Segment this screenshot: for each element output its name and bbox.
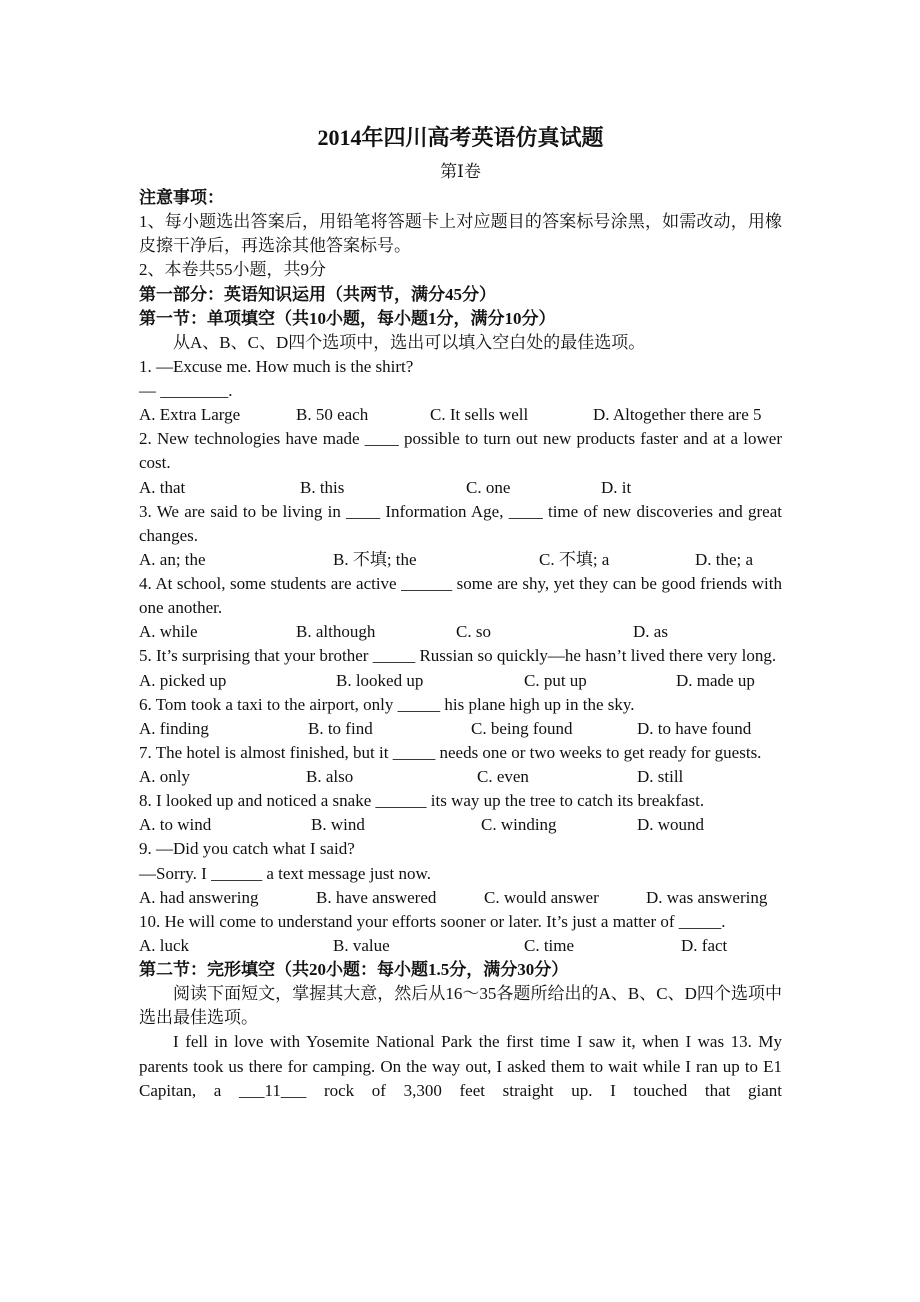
question-options: [139, 403, 782, 427]
option-a: A. had answering: [139, 887, 259, 907]
option-c: C. one: [466, 477, 511, 497]
volume-heading: 第Ⅰ卷: [440, 162, 481, 181]
option-d: D. it: [601, 477, 632, 497]
question-list: [139, 355, 782, 958]
option-d: D. to have found: [637, 718, 752, 738]
option-d: D. the; a: [695, 549, 754, 569]
question-stem: 8. I looked up and noticed a snake ______ its way up the tree to catch its breakfast.: [139, 791, 705, 811]
question-options: [139, 886, 782, 910]
option-c: C. would answer: [484, 887, 599, 907]
question-stem: 7. The hotel is almost finished, but it _____ needs one or two weeks to get ready for guests.: [139, 742, 762, 762]
option-a: A. to wind: [139, 815, 212, 835]
option-c: C. so: [456, 622, 491, 642]
option-b: B. this: [300, 477, 345, 497]
question-options: [139, 717, 782, 741]
option-c: C. It sells well: [430, 405, 529, 425]
option-b: B. have answered: [316, 887, 437, 907]
question-stem: 9. —Did you catch what I said?: [139, 839, 355, 859]
section-1-heading: 第一节：单项填空（共10小题，每小题1分，满分10分）: [139, 308, 556, 328]
question-options: [139, 548, 782, 572]
option-a: A. Extra Large: [139, 405, 241, 425]
page-title: 2014年四川高考英语仿真试题: [317, 125, 604, 150]
option-a: A. finding: [139, 718, 209, 738]
question-stem: 1. —Excuse me. How much is the shirt?: [139, 356, 414, 376]
question-stem: 6. Tom took a taxi to the airport, only _____ his plane high up in the sky.: [139, 694, 635, 714]
option-d: D. wound: [637, 815, 705, 835]
option-c: C. time: [524, 935, 575, 955]
option-a: A. picked up: [139, 670, 227, 690]
option-d: D. Altogether there are 5: [593, 405, 762, 425]
option-c: C. put up: [524, 670, 587, 690]
question-stem: 10. He will come to understand your efforts sooner or later. It’s just a matter of _____.: [139, 911, 726, 931]
question-options: [139, 476, 782, 500]
option-a: A. that: [139, 477, 186, 497]
note-2: 2、本卷共55小题，共9分: [139, 260, 326, 280]
option-b: B. to find: [308, 718, 373, 738]
option-b: B. looked up: [336, 670, 424, 690]
option-d: D. fact: [681, 935, 728, 955]
question-options: [139, 813, 782, 837]
part-1-heading: 第一部分：英语知识运用（共两节，满分45分）: [139, 284, 496, 304]
option-a: A. an; the: [139, 549, 206, 569]
option-b: B. also: [306, 767, 354, 786]
option-b: B. value: [333, 935, 390, 955]
document-page: [139, 125, 782, 1103]
option-b: B. 不填; the: [333, 549, 417, 569]
option-d: D. was answering: [646, 887, 768, 907]
cloze-passage: I fell in love with Yosemite National Park the first time I saw it, when I was 13. My parents took us there for camping. On the way out, I asked them to wait while I ran up to E1 Capitan, a ___11___ rock of 3,300 feet straight up. I touched that giant: [139, 1032, 782, 1100]
section-2-heading: 第二节：完形填空（共20小题：每小题1.5分，满分30分）: [139, 960, 569, 979]
option-d: D. as: [633, 622, 668, 642]
option-a: A. luck: [139, 935, 190, 955]
question-options: [139, 620, 782, 644]
question-stem: 3. We are said to be living in ____ Information Age, ____ time of new discoveries and great changes.: [139, 501, 782, 545]
option-d: D. made up: [676, 670, 755, 690]
notes-heading: 注意事项：: [139, 188, 224, 207]
option-c: C. winding: [481, 815, 557, 835]
question-stem-reply: —Sorry. I ______ a text message just now.: [139, 863, 431, 883]
option-d: D. still: [637, 767, 684, 786]
section-2-instructions: 阅读下面短文，掌握其大意，然后从16～35各题所给出的A、B、C、D四个选项中选出最佳选项。: [139, 984, 782, 1028]
option-b: B. wind: [311, 815, 365, 835]
option-c: C. even: [477, 767, 529, 786]
option-b: B. although: [296, 622, 376, 642]
option-c: C. 不填; a: [539, 549, 610, 569]
option-a: A. while: [139, 622, 198, 642]
note-1: 1、每小题选出答案后，用铅笔将答题卡上对应题目的答案标号涂黑，如需改动，用橡皮擦干净后，再选涂其他答案标号。: [139, 212, 782, 256]
question-stem: 2. New technologies have made ____ possible to turn out new products faster and at a lower cost.: [139, 429, 782, 473]
question-stem: 4. At school, some students are active ______ some are shy, yet they can be good friends with one another.: [139, 574, 782, 618]
question-stem: 5. It’s surprising that your brother _____ Russian so quickly—he hasn’t lived there very long.: [139, 646, 777, 666]
option-b: B. 50 each: [296, 405, 369, 425]
section-1-instructions: 从A、B、C、D四个选项中，选出可以填入空白处的最佳选项。: [173, 332, 646, 352]
question-options: [139, 669, 782, 693]
question-stem-reply: — ________.: [139, 381, 233, 400]
option-a: A. only: [139, 767, 190, 786]
option-c: C. being found: [471, 718, 573, 738]
question-options: [139, 765, 782, 789]
question-options: [139, 934, 782, 958]
